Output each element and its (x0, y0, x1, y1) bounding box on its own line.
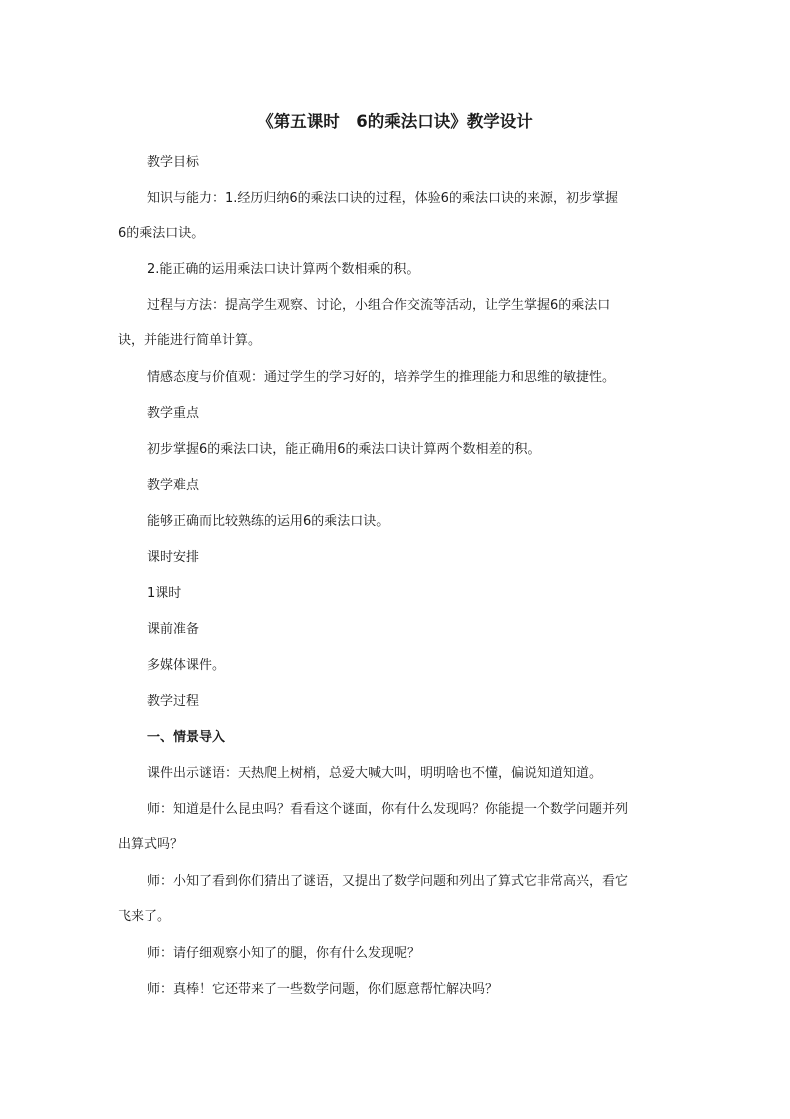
paragraph-teacher-2: 师：小知了看到你们猜出了谜语，又提出了数学问题和列出了算式它非常高兴，看它 (147, 874, 629, 889)
paragraph-goal-2: 2.能正确的运用乘法口诀计算两个数相乘的积。 (147, 262, 420, 277)
paragraph-knowledge-ability-cont: 6的乘法口诀。 (118, 226, 205, 241)
paragraph-knowledge-ability: 知识与能力：1.经历归纳6的乘法口诀的过程，体验6的乘法口诀的来源，初步掌握 (147, 191, 618, 206)
heading-difficulties: 教学难点 (147, 478, 200, 493)
paragraph-teacher-3: 师：请仔细观察小知了的腿，你有什么发现呢？ (147, 946, 421, 961)
heading-preparation: 课前准备 (147, 622, 200, 637)
paragraph-preparation: 多媒体课件。 (147, 658, 226, 673)
paragraph-process-method: 过程与方法：提高学生观察、讨论，小组合作交流等活动，让学生掌握6的乘法口 (147, 298, 611, 313)
paragraph-difficulties: 能够正确而比较熟练的运用6的乘法口诀。 (147, 514, 390, 529)
paragraph-process-method-cont: 诀，并能进行简单计算。 (118, 333, 262, 348)
paragraph-emotion-values: 情感态度与价值观：通过学生的学习好的，培养学生的推理能力和思维的敏捷性。 (147, 370, 616, 385)
paragraph-riddle: 课件出示谜语：天热爬上树梢，总爱大喊大叫，明明啥也不懂，偏说知道知道。 (147, 766, 603, 781)
section-heading-intro: 一、情景导入 (147, 730, 226, 745)
paragraph-schedule: 1课时 (147, 586, 182, 601)
document-title: 《第五课时 6的乘法口诀》教学设计 (257, 112, 533, 131)
heading-teaching-goals: 教学目标 (147, 155, 200, 170)
paragraph-teacher-4: 师：真棒！它还带来了一些数学问题，你们愿意帮忙解决吗？ (147, 982, 499, 997)
heading-key-points: 教学重点 (147, 406, 200, 421)
heading-schedule: 课时安排 (147, 550, 200, 565)
paragraph-key-points: 初步掌握6的乘法口诀，能正确用6的乘法口诀计算两个数相差的积。 (147, 442, 541, 457)
paragraph-teacher-1-cont: 出算式吗？ (118, 837, 184, 852)
paragraph-teacher-2-cont: 飞来了。 (118, 909, 171, 924)
paragraph-teacher-1: 师：知道是什么昆虫吗？看看这个谜面，你有什么发现吗？你能提一个数学问题并列 (147, 802, 629, 817)
heading-teaching-process: 教学过程 (147, 694, 200, 709)
